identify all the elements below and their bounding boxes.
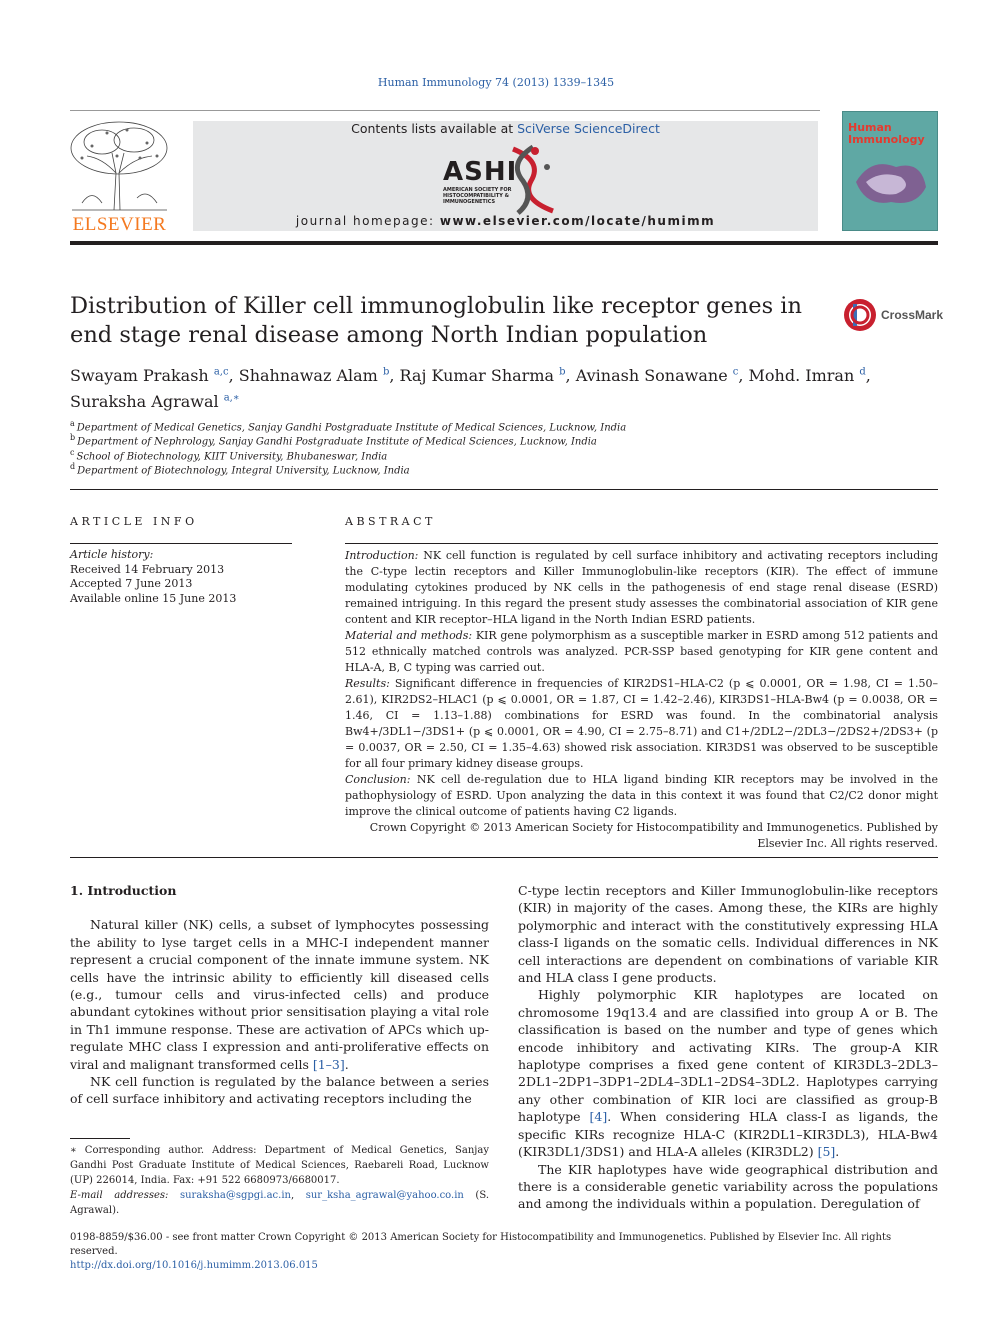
ashi-wordmark: ASHI: [443, 157, 518, 187]
author-separator: ,: [738, 366, 749, 386]
corresponding-footnote: [70, 1143, 489, 1218]
abstract-results-text: Significant difference in frequencies of KIR2DS1–HLA-C2 (p ⩽ 0.0001, OR = 1.98, CI = 1.50–2.61), KIR2DS2–HLAC1 (p ⩽ 0.0001, OR = 1.87, CI = 1.42–2.46), KIR3DS1–HLA-Bw4 (p = 0.0038, OR = 1.46, CI = 1.13–1.88) combinations for ESRD was found. In the combinatorial analysis Bw4+/3DL1−/3DS1+ (p ⩽ 0.0001, OR = 4.90, CI = 2.75–8.71) and C1+/2DL2−/2DL3−/2DS2+/2DS3+ (p = 0.0037, OR = 2.50, CI = 1.35–4.63) showed risk association. KIR3DS1 was observed to be susceptible for all four primary kidney disease groups.: [345, 677, 938, 770]
abstract-results-label: Results:: [345, 677, 390, 690]
affiliation-text: Department of Nephrology, Sanjay Gandhi Postgraduate Institute of Medical Sciences, Lucknow, India: [77, 436, 597, 448]
author-affiliation-mark[interactable]: a,c: [213, 367, 229, 378]
ashi-logo[interactable]: [443, 141, 573, 216]
body-paragraph: The KIR haplotypes have wide geographical distribution and there is a considerable genetic variability across the populations and among the individuals within a population. Deregulation of: [518, 1161, 938, 1212]
author-name[interactable]: Raj Kumar Sharma: [399, 366, 555, 386]
received-date: Received 14 February 2013: [70, 562, 225, 576]
elsevier-tree-icon: [62, 118, 177, 213]
author[interactable]: [400, 366, 576, 385]
author-affiliation-mark[interactable]: d: [859, 367, 866, 378]
body-text: Natural killer (NK) cells, a subset of lymphocytes possessing the ability to lyse target cells in a MHC-I independent manner represent a crucial component of the innate immune system. NK cells have the intrinsic ability to efficiently kill diseased cells (e.g., tumour cells and virus-infected cells) and produce abundant cytokines without prior sensitisation playing a vital role in Th1 immune response. These are activation of APCs which up-regulate MHC class I expression and anti-proliferative effects on viral and malignant transformed cells: [70, 917, 489, 1072]
contents-prefix: Contents lists available at: [351, 121, 518, 136]
crossmark-badge[interactable]: [843, 298, 943, 334]
email-label: E-mail addresses:: [70, 1190, 169, 1201]
affiliation-mark: c: [70, 448, 75, 457]
history-label: Article history:: [70, 548, 154, 561]
abstract-heading: ABSTRACT: [345, 515, 436, 528]
citation-link[interactable]: [4]: [589, 1109, 608, 1125]
header-thick-rule: [70, 241, 938, 245]
elsevier-logo[interactable]: [62, 118, 177, 236]
body-paragraph: C-type lectin receptors and Killer Immunoglobulin-like receptors (KIR) in majority of the cases. Among these, the KIRs are highly polymorphic and interact with the constitutively expressing HLA class-I ligands on the somatic cells. Individual differences in NK cell interactions are dependent on combinations of variable KIR and HLA class I gene products.: [518, 883, 938, 986]
author[interactable]: [749, 366, 871, 385]
contents-line: [193, 121, 818, 136]
cover-title: [848, 122, 925, 146]
footnote-rule: [70, 1138, 130, 1139]
email-link[interactable]: sur_ksha_agrawal@yahoo.co.in: [305, 1190, 464, 1201]
section-divider: [70, 489, 938, 490]
online-date: Available online 15 June 2013: [70, 591, 237, 605]
issn-line: 0198-8859/$36.00 - see front matter Crown Copyright © 2013 American Society for Histocompatibility and Immunogenetics. Published by Elsevier Inc. All rights reserved.: [70, 1232, 892, 1257]
email-link[interactable]: suraksha@sgpgi.ac.in: [179, 1190, 291, 1201]
abstract-rule: [345, 543, 938, 544]
body-paragraph: NK cell function is regulated by the balance between a series of cell surface inhibitory and activating receptors including the: [70, 1074, 489, 1107]
crossmark-label: CrossMark: [881, 308, 944, 322]
author-list: [70, 362, 940, 413]
author[interactable]: [70, 366, 239, 385]
email-owner: (S. Agrawal).: [70, 1190, 489, 1216]
body-right-column: [518, 882, 938, 1213]
homepage-prefix: journal homepage:: [295, 214, 440, 228]
author-affiliation-mark[interactable]: b: [559, 367, 566, 378]
body-paragraph: Natural killer (NK) cells, a subset of lymphocytes possessing the ability to lyse target cells in a MHC-I independent manner represent a crucial component of the innate immune system. NK cells have the intrinsic ability to efficiently kill diseased cells (e.g., tumour cells and virus-infected cells) and produce abundant cytokines without prior sensitisation playing a vital role in Th1 immune response. These are activation of APCs which up-regulate MHC class I expression and anti-proliferative effects on viral and malignant transformed cells [1–3].: [70, 917, 489, 1072]
author[interactable]: [239, 366, 400, 385]
abstract-introduction: [345, 548, 938, 628]
crossmark-icon: [843, 298, 877, 332]
author-name[interactable]: Swayam Prakash: [70, 366, 209, 386]
ashi-society-name: AMERICAN SOCIETY FOR HISTOCOMPATIBILITY & IMMUNOGENETICS: [443, 187, 512, 205]
journal-citation-link[interactable]: Human Immunology 74 (2013) 1339–1345: [377, 76, 615, 89]
abstract-intro-text: NK cell function is regulated by cell surface inhibitory and activating receptors including the C-type lectin receptors and Killer Immunoglobulin-like receptors (KIR). The effect of immune modulating cytokines produced by NK cells in the pathogenesis of end stage renal disease (ESRD) remained intriguing. In this regard the present study assesses the combinatorial association of KIR gene content and KIR receptor–HLA ligand in the North Indian ESRD patients.: [345, 549, 938, 626]
section-heading: 1. Introduction: [70, 883, 177, 898]
article-history: [70, 548, 300, 606]
section-divider: [70, 857, 938, 858]
abstract-methods-text: KIR gene polymorphism as a susceptible marker in ESRD among 512 patients and 512 ethnically matched controls was analyzed. PCR-SSP based genotyping for KIR gene content and HLA-A, B, C typing was carried out.: [345, 629, 938, 674]
abstract-body: [345, 548, 938, 852]
author-name[interactable]: Shahnawaz Alam: [238, 366, 378, 386]
page-footer: [70, 1231, 938, 1273]
author-separator: ,: [228, 366, 239, 386]
author-name[interactable]: Suraksha Agrawal: [70, 391, 219, 411]
affiliation: [70, 460, 410, 478]
body-text: Highly polymorphic KIR haplotypes are located on chromosome 19q13.4 and are classified into group A or B. The classification is based on the number and type of genes which encode inhibitory and activating KIRs. The group-A KIR haplotype comprises a fixed gene content of KIR3DL3–2DL3–2DL1–2DP1–3DP1–2DL4–3DL1–2DS4–3DL2. Haplotypes carrying any other combination of KIR loci are classified as group-B haplotype: [518, 987, 938, 1125]
body-left-column: [70, 882, 489, 1108]
accepted-date: Accepted 7 June 2013: [70, 577, 193, 590]
author[interactable]: [576, 366, 749, 385]
affiliation-mark: b: [70, 433, 76, 442]
header-rule: [70, 110, 820, 111]
doi-link[interactable]: http://dx.doi.org/10.1016/j.humimm.2013.06.015: [70, 1260, 318, 1271]
article-info-rule: [70, 543, 292, 544]
abstract-conclusion: [345, 772, 938, 820]
abstract-methods-label: Material and methods:: [345, 629, 473, 642]
journal-citation[interactable]: [0, 76, 992, 89]
affiliation-mark: a: [70, 419, 75, 428]
journal-banner: [193, 121, 818, 231]
affiliation-text: Department of Medical Genetics, Sanjay Gandhi Postgraduate Institute of Medical Sciences, Lucknow, India: [76, 422, 627, 434]
cover-image-icon: [851, 152, 931, 212]
cover-title-line-2: Immunology: [848, 133, 925, 146]
cover-title-line-1: Human: [848, 121, 892, 134]
affiliation-mark: d: [70, 462, 76, 471]
journal-homepage: [193, 214, 818, 228]
homepage-url[interactable]: www.elsevier.com/locate/humimm: [439, 214, 716, 228]
email-line: E-mail addresses: suraksha@sgpgi.ac.in, sur_ksha_agrawal@yahoo.co.in (S. Agrawal).: [70, 1190, 489, 1216]
abstract-intro-label: Introduction:: [345, 549, 419, 562]
corresponding-author-note: ∗ Corresponding author. Address: Department of Medical Genetics, Sanjay Gandhi Post Graduate Institute of Medical Sciences, Raebareli Road, Lucknow (UP) 226014, India. Fax: +91 522 6680973/6680017.: [70, 1145, 489, 1186]
body-paragraph: Highly polymorphic KIR haplotypes are located on chromosome 19q13.4 and are classified into group A or B. The classification is based on the number and type of genes which encode inhibitory and activating KIRs. The group-A KIR haplotype comprises a fixed gene content of KIR3DL3–2DL3–2DL1–2DP1–3DP1–2DL4–3DL1–2DS4–3DL2. Haplotypes carrying any other combination of KIR loci are classified as group-B haplotype [4]. When considering HLA class-I as ligands, the specific KIRs recognize HLA-C (KIR2DL1–KIR3DL3), HLA-Bw4 (KIR3DL1/3DS1) and HLA-A alleles (KIR3DL2) [5].: [518, 987, 938, 1160]
abstract-methods: [345, 628, 938, 676]
author-affiliation-mark[interactable]: b: [382, 367, 390, 378]
author-separator: ,: [865, 366, 871, 386]
elsevier-wordmark: ELSEVIER: [72, 214, 167, 235]
sciencedirect-link[interactable]: SciVerse ScienceDirect: [517, 121, 660, 136]
abstract-results: [345, 676, 938, 772]
author-name[interactable]: Avinash Sonawane: [575, 366, 728, 386]
article-title: Distribution of Killer cell immunoglobulin like receptor genes in end stage renal disease among North Indian population: [70, 293, 802, 348]
author-separator: ,: [565, 366, 576, 386]
author-separator: ,: [389, 366, 400, 386]
author[interactable]: [70, 392, 240, 411]
affiliation-text: School of Biotechnology, KIIT University, Bhubaneswar, India: [76, 451, 388, 463]
citation-link[interactable]: [5]: [817, 1144, 836, 1160]
abstract-copyright: Crown Copyright © 2013 American Society for Histocompatibility and Immunogenetics. Published by Elsevier Inc. All rights reserved.: [369, 821, 938, 850]
author-affiliation-mark[interactable]: a,∗: [223, 392, 240, 404]
author-name[interactable]: Mohd. Imran: [748, 366, 855, 386]
abstract-conclusion-text: NK cell de-regulation due to HLA ligand binding KIR receptors may be involved in the pathophysiology of ESRD. Upon analyzing the data in this context it was found that C2/C2 donor might improve the clinical outcome of patients having C2 ligands.: [345, 773, 938, 818]
citation-link[interactable]: [1–3]: [312, 1056, 345, 1072]
body-text: . When considering HLA class-I as ligands, the specific KIRs recognize HLA-C (KIR2DL1–KIR3DL3), HLA-Bw4 (KIR3DL1/3DS1) and HLA-A alleles (KIR3DL2): [518, 1109, 938, 1160]
journal-cover[interactable]: [842, 111, 938, 231]
author-affiliation-mark[interactable]: c: [732, 367, 739, 378]
affiliation-text: Department of Biotechnology, Integral University, Lucknow, India: [77, 465, 410, 477]
abstract-conclusion-label: Conclusion:: [345, 773, 411, 786]
article-info-heading: ARTICLE INFO: [70, 515, 198, 528]
